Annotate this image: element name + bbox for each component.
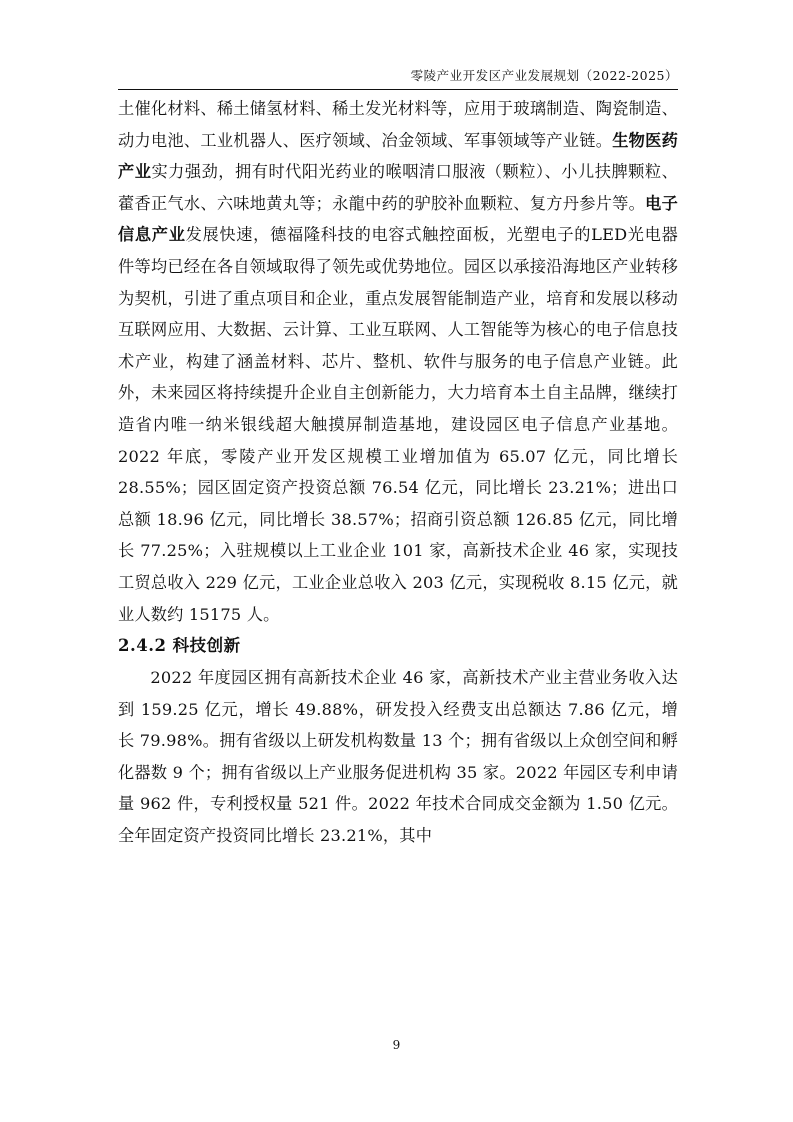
page-body	[118, 93, 678, 852]
bold-term-electronics: 电子信息产业	[118, 193, 678, 245]
page-number: 9	[392, 1038, 401, 1052]
paragraph-text: 实力强劲，拥有时代阳光药业的喉咽清口服液（颗粒）、小儿扶脾颗粒、藿香正气水、六味地黄丸等；永龍中药的驴胶补血颗粒、复方丹参片等。	[118, 162, 678, 213]
section-heading: 2.4.2 科技创新	[118, 636, 241, 656]
paragraph-innovation: 2022 年度园区拥有高新技术企业 46 家，高新技术产业主营业务收入达到 159.25 亿元，增长 49.88%，研发投入经费支出总额达 7.86 亿元，增长 79.98%。拥有省级以上研发机构数量 13 个；拥有省级以上众创空间和孵化器数 9 个；拥有省级以上产业服务促进机构 35 家。2022 年园区专利申请量 962 件，专利授权量 521 件。2022 年技术合同成交金额为 1.50 亿元。全年固定资产投资同比增长 23.21%，其中	[118, 668, 678, 846]
paragraph-text: 土催化材料、稀土储氢材料、稀土发光材料等，应用于玻璃制造、陶瓷制造、动力电池、工业机器人、医疗领域、冶金领域、军事领域等产业链。	[118, 99, 678, 150]
running-header: 零陵产业开发区产业发展规划（2022-2025）	[118, 66, 678, 90]
paragraph-industry	[118, 93, 678, 630]
bold-term-biomedicine: 生物医药产业	[118, 130, 678, 182]
paragraph-text: 发展快速，德福隆科技的电容式触控面板，光塑电子的LED光电器件等均已经在各自领域取得了领先或优势地位。园区以承接沿海地区产业转移为契机，引进了重点项目和企业，重点发展智能制造产业，培育和发展以移动互联网应用、大数据、云计算、工业互联网、人工智能等为核心的电子信息技术产业，构建了涵盖材料、芯片、整机、软件与服务的电子信息产业链。此外，未来园区将持续提升企业自主创新能力，大力培育本土自主品牌，继续打造省内唯一纳米银线超大触摸屏制造基地，建设园区电子信息产业基地。2022 年底，零陵产业开发区规模工业增加值为 65.07 亿元，同比增长 28.55%；园区固定资产投资总额 76.54 亿元，同比增长 23.21%；进出口总额 18.96 亿元，同比增长 38.57%；招商引资总额 126.85 亿元，同比增长 77.25%；入驻规模以上工业企业 101 家，高新技术企业 46 家，实现技工贸总收入 229 亿元，工业企业总收入 203 亿元，实现税收 8.15 亿元，就业人数约 15175 人。	[118, 225, 678, 624]
